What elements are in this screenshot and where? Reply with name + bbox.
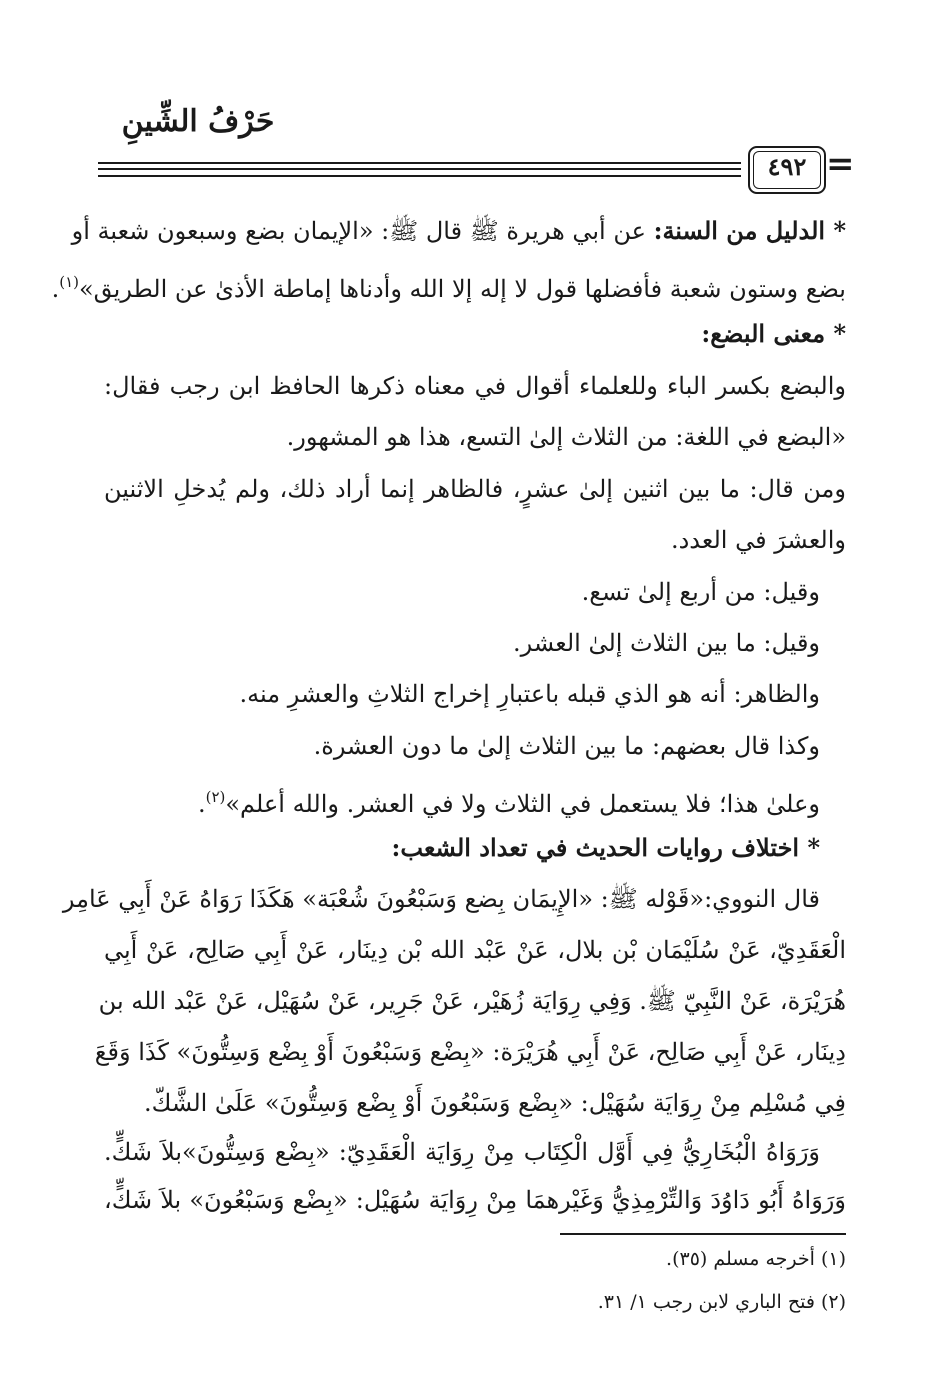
page-number: ٤٩٢	[767, 152, 807, 181]
body-line-6: ومن قال: ما بين اثنين إلىٰ عشرٍ، فالظاهر إنما أراد ذلك، ولم يُدخلِ الاثنين	[104, 475, 846, 503]
footnote-1: (١) أخرجه مسلم (٣٥).	[666, 1248, 846, 1270]
header-rule	[98, 168, 741, 170]
body-line-12	[104, 777, 820, 817]
body-line-15: الْعَقَدِيّ، عَنْ سُلَيْمَان بْن بلال، عَنْ عَبْد الله بْن دِينَار، عَنْ أَبِي صَالِح، عَنْ أَبِي	[104, 936, 846, 964]
body-line-2	[51, 262, 846, 303]
body-line-19: وَرَوَاهُ الْبُخَارِيُّ فِي أَوَّل الْكِتَاب مِنْ رِوَايَة الْعَقَدِيّ: «بِضْع وَسِتُّونَ»بلاَ شَكٍّ.	[104, 1138, 820, 1166]
body-line-18: فِي مُسْلِم مِنْ رِوَايَة سُهَيْل: «بِضْع وَسَبْعُونَ أَوْ بِضْع وَسِتُّونَ» عَلَىٰ الشَّكّ.	[144, 1089, 846, 1117]
body-text: بضع وستون شعبة فأفضلها قول لا إله إلا الله وأدناها إماطة الأذىٰ عن الطريق»	[78, 275, 846, 303]
body-line-20: وَرَوَاهُ أَبُو دَاوُدَ وَالتِّرْمِذِيُّ وَغَيْرهمَا مِنْ رِوَايَة سُهَيْل: «بِضْع وَسَبْعُونَ» بلاَ شَكٍّ،	[104, 1186, 846, 1214]
body-line-4: والبضع بكسر الباء وللعلماء أقوال في معناه ذكرها الحافظ ابن رجب فقال:	[104, 372, 846, 400]
body-line-11: وكذا قال بعضهم: ما بين الثلاث إلىٰ ما دون العشرة.	[313, 732, 820, 760]
footnote-2: (٢) فتح الباري لابن رجب ١/ ٣١.	[597, 1291, 846, 1313]
body-line-10: والظاهر: أنه هو الذي قبله باعتبارِ إخراج الثلاثِ والعشرِ منه.	[239, 680, 820, 708]
body-line-5: «البضع في اللغة: من الثلاث إلىٰ التسع، هذا هو المشهور.	[286, 423, 846, 451]
body-text: وعلىٰ هذا؛ فلا يستعمل في الثلاث ولا في العشر. والله أعلم»	[225, 790, 820, 818]
footnote-separator	[560, 1233, 846, 1235]
footnote-ref-1: (١)	[59, 273, 79, 291]
body-line-17: دِينَار، عَنْ أَبِي صَالِح، عَنْ أَبِي هُرَيْرَة: «بِضْع وَسَبْعُونَ أَوْ بِضْع وَسِتُّونَ» كَذَا وَقَعَ	[94, 1038, 846, 1066]
footnote-ref-2: (٢)	[205, 788, 226, 806]
body-line-8: وقيل: من أربع إلىٰ تسع.	[581, 578, 820, 606]
body-text: .	[197, 790, 206, 818]
header-rule	[98, 175, 741, 177]
section-heading-sunnah: * الدليل من السنة:	[653, 216, 846, 245]
body-text: عن أبي هريرة ﷺ قال ﷺ: «الإيمان بضع وسبعون شعبة أو	[71, 217, 654, 245]
section-heading-meaning: * معنى البضع:	[701, 319, 846, 348]
header-equal-mark: =	[826, 144, 855, 184]
body-text: .	[51, 275, 60, 303]
page-number-box	[748, 146, 826, 194]
body-line-9: وقيل: ما بين الثلاث إلىٰ العشر.	[512, 629, 820, 657]
body-line-1	[71, 211, 846, 251]
body-line-16: هُرَيْرَة، عَنْ النَّبِيّ ﷺ. وَفِي رِوَايَة زُهَيْر، عَنْ جَرِير، عَنْ سُهَيْل، عَنْ عَبْد الله بن	[98, 987, 846, 1015]
header-rule	[98, 162, 741, 164]
section-heading-narrations: * اختلاف روايات الحديث في تعداد الشعب:	[391, 833, 820, 862]
body-line-7: والعشرَ في العدد.	[670, 526, 846, 554]
body-line-14: قال النووي:«قَوْله ﷺ: «الإِيمَان بِضع وَسَبْعُونَ شُعْبَة» هَكَذَا رَوَاهُ عَنْ أَبِي عَامِر	[62, 885, 820, 913]
running-title: حَرْفُ الشِّينِ	[121, 104, 275, 139]
